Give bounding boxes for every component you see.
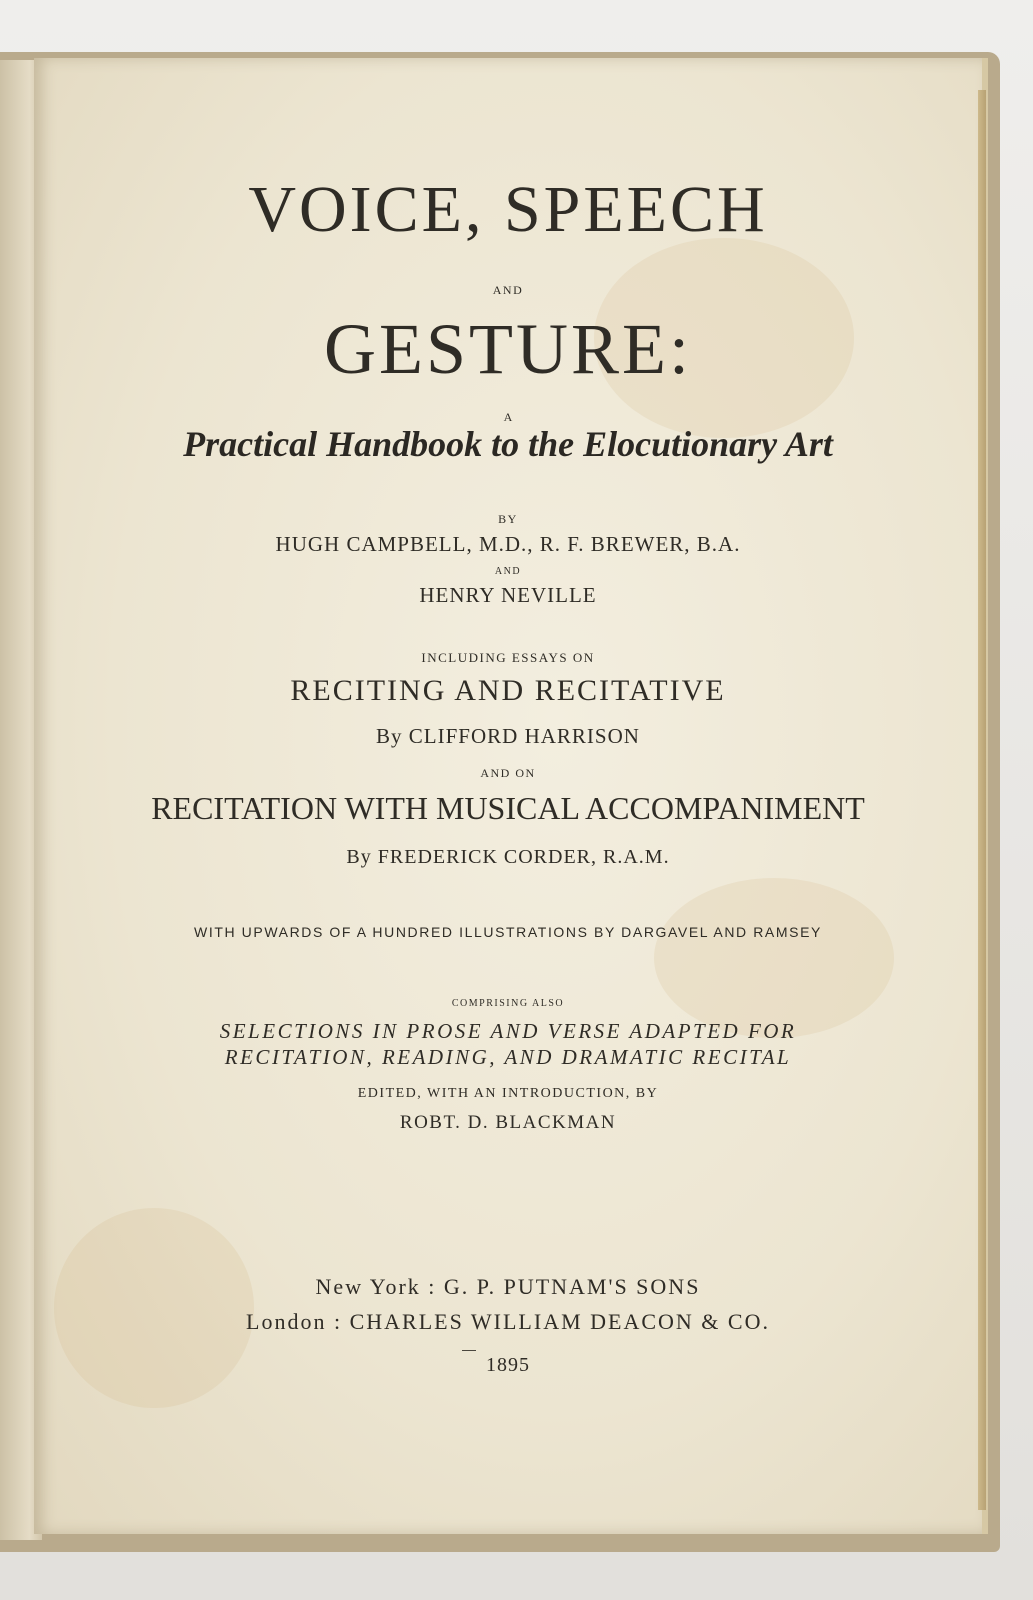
title-conjunction: AND bbox=[492, 283, 524, 297]
essay-1-author: By CLIFFORD HARRISON bbox=[376, 724, 640, 748]
essay-1-title: RECITING AND RECITATIVE bbox=[290, 674, 726, 707]
and-on-label: AND ON bbox=[480, 766, 536, 780]
authors-conjunction: AND bbox=[494, 566, 522, 577]
book-title-line-2: GESTURE: bbox=[323, 309, 692, 389]
authors-line-2: HENRY NEVILLE bbox=[419, 583, 597, 607]
book-title-line-1: VOICE, SPEECH bbox=[248, 173, 768, 246]
by-label: BY bbox=[498, 512, 518, 526]
essay-2-author: By FREDERICK CORDER, R.A.M. bbox=[346, 846, 670, 868]
selections-line-1: SELECTIONS IN PROSE AND VERSE ADAPTED FOR bbox=[219, 1019, 797, 1043]
including-essays-label: INCLUDING ESSAYS ON bbox=[421, 650, 595, 665]
illustrations-note: WITH UPWARDS OF A HUNDRED ILLUSTRATIONS BY DARGAVEL AND RAMSEY bbox=[194, 924, 822, 940]
editor-name: ROBT. D. BLACKMAN bbox=[399, 1112, 617, 1133]
authors-line-1: HUGH CAMPBELL, M.D., R. F. BREWER, B.A. bbox=[275, 532, 741, 556]
edited-by-label: EDITED, WITH AN INTRODUCTION, BY bbox=[357, 1086, 659, 1101]
comprising-label: COMPRISING ALSO bbox=[451, 998, 565, 1009]
imprint-london: London : CHARLES WILLIAM DEACON & CO. bbox=[246, 1309, 770, 1334]
book-subtitle: Practical Handbook to the Elocutionary Art bbox=[183, 424, 833, 464]
year-rule bbox=[462, 1350, 476, 1351]
subtitle-article: A bbox=[503, 410, 513, 424]
essay-2-title: RECITATION WITH MUSICAL ACCOMPANIMENT bbox=[151, 790, 865, 826]
paper-stain bbox=[654, 878, 894, 1038]
publication-year: 1895 bbox=[486, 1354, 530, 1376]
paper-stain bbox=[54, 1208, 254, 1408]
imprint-new-york: New York : G. P. PUTNAM'S SONS bbox=[315, 1274, 701, 1299]
selections-line-2: RECITATION, READING, AND DRAMATIC RECITAL bbox=[224, 1045, 792, 1069]
